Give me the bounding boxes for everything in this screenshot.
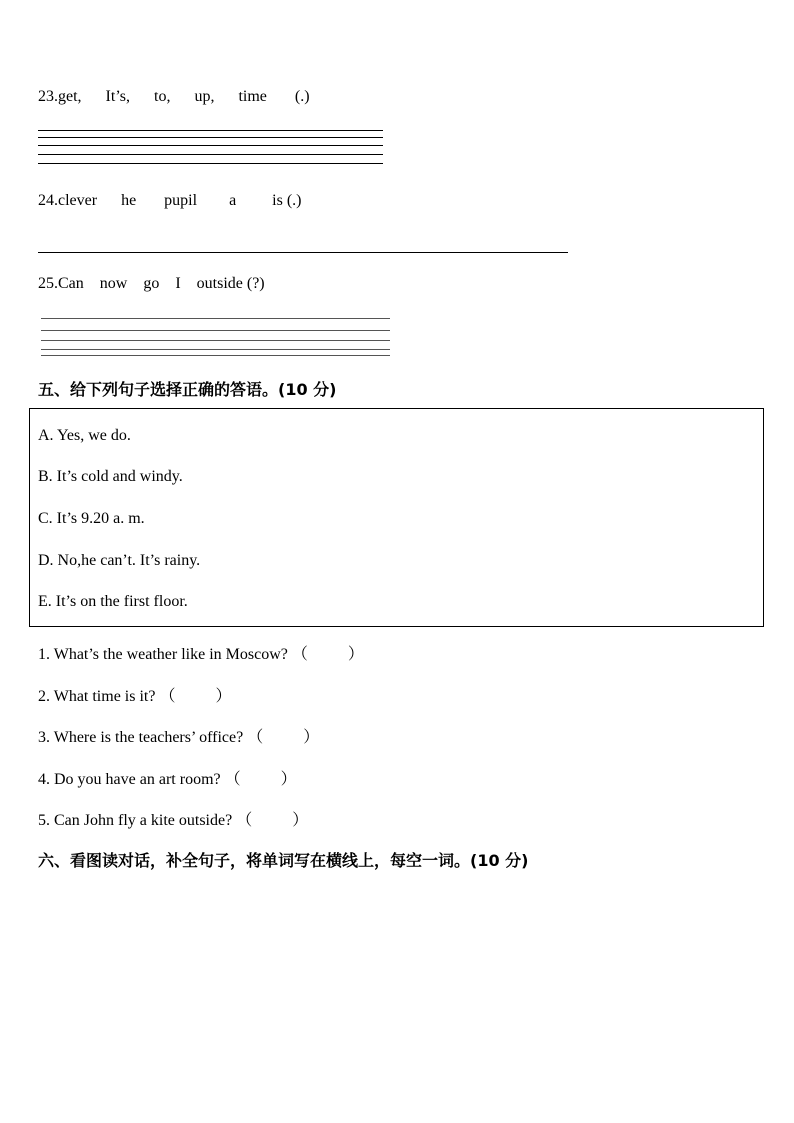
question-24: 24.clever he pupil a is (.): [38, 192, 302, 209]
answer-line: [41, 318, 390, 319]
option-b: B. It’s cold and windy.: [38, 468, 183, 485]
answer-line: [38, 145, 383, 146]
answer-line: [41, 340, 390, 341]
question-3: 3. Where is the teachers’ office? （ ）: [38, 729, 320, 746]
answer-line: [38, 163, 383, 164]
answer-line: [41, 355, 390, 356]
section6-heading: 六、看图读对话，补全句子，将单词写在横线上，每空一词。(10 分): [38, 851, 529, 870]
section5-heading: 五、给下列句子选择正确的答语。(10 分): [38, 380, 337, 399]
option-a: A. Yes, we do.: [38, 427, 131, 444]
question-4: 4. Do you have an art room? （ ）: [38, 771, 297, 788]
option-e: E. It’s on the first floor.: [38, 593, 188, 610]
answer-line: [38, 154, 383, 155]
option-c: C. It’s 9.20 a. m.: [38, 510, 145, 527]
answer-line: [38, 130, 383, 131]
answer-line-24: [38, 252, 568, 253]
question-2: 2. What time is it? （ ）: [38, 688, 232, 705]
answer-line: [41, 330, 390, 331]
option-d: D. No,he can’t. It’s rainy.: [38, 552, 201, 569]
question-23: 23.get, It’s, to, up, time (.): [38, 88, 310, 105]
question-5: 5. Can John fly a kite outside? （ ）: [38, 812, 309, 829]
answer-line: [38, 137, 383, 138]
answer-line: [41, 349, 390, 350]
question-1: 1. What’s the weather like in Moscow? （ ）: [38, 646, 364, 663]
question-25: 25.Can now go I outside (?): [38, 275, 265, 292]
